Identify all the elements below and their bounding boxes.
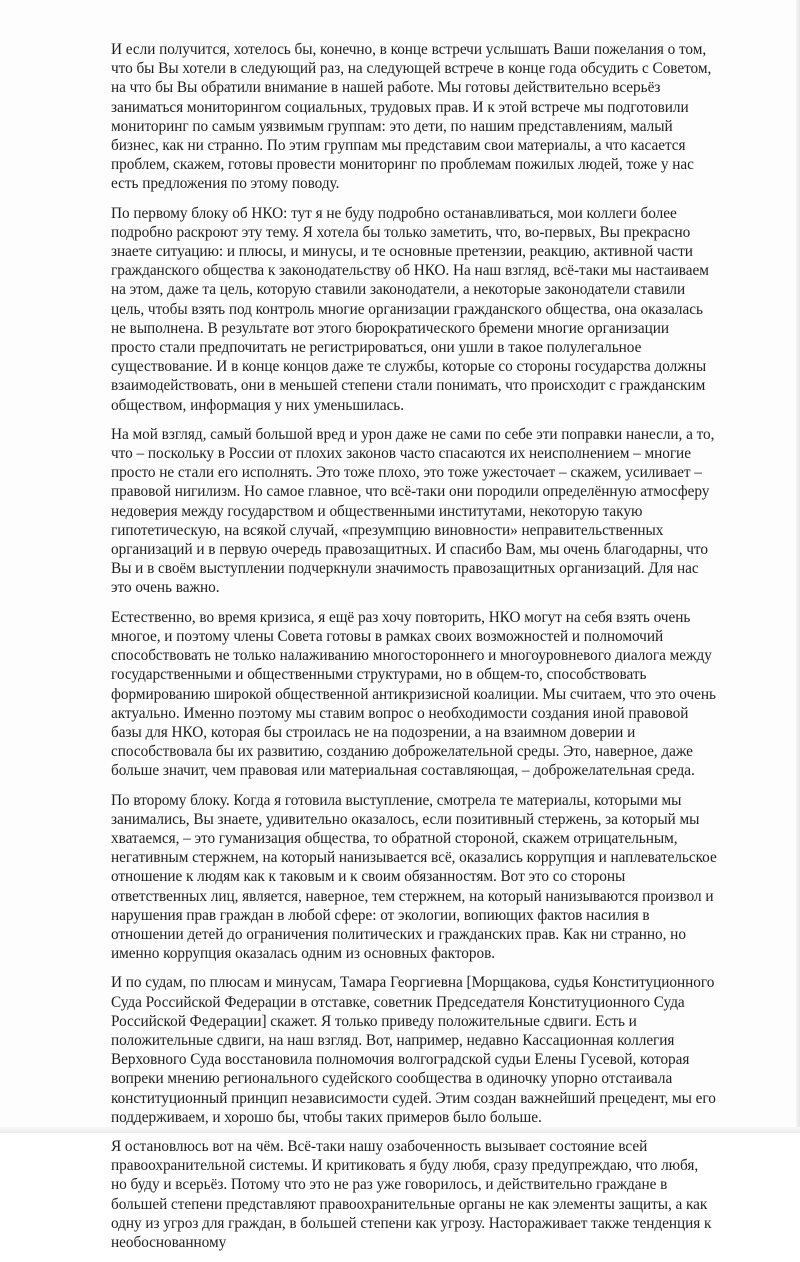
scan-bottom-edge <box>0 1127 800 1133</box>
paragraph-6: И по судам, по плюсам и минусам, Тамара Георгиевна [Морщакова, судья Конституционного Суда Российской Федерации в отставке, советник Председателя Конституционного Суда Российской Федерации] скажет. Я только приведу положительные сдвиги. Есть и положительные сдвиги, на наш взгляд. Вот, например, недавно Кассационная коллегия Верховного Суда восстановила полномочия волгоградской судьи Елены Гусевой, которая вопреки мнению регионального судейского сообщества в одиночку упорно отстаивала конституционный принцип независимости судей. Этим создан важнейший прецедент, мы его поддерживаем, и хорошо бы, чтобы таких примеров было больше. <box>111 974 716 1126</box>
paragraph-3: На мой взгляд, самый большой вред и урон даже не сами по себе эти поправки нанесли, а то, что – поскольку в России от плохих законов часто спасаются их неисполнением – многие просто не стали его исполнять. Это тоже плохо, это тоже ужесточает – скажем, усиливает – правовой нигилизм. Но самое главное, что всё-таки они породили определённую атмосферу недоверия между государством и общественными институтами, некоторую такую гипотетическую, на всякой случай, «презумпцию виновности» неправительственных организаций и в первую очередь правозащитных. И спасибо Вам, мы очень благодарны, что Вы и в своём выступлении подчеркнули значимость правозащитных организаций. Для нас это очень важно. <box>111 425 715 597</box>
paragraph-1: И если получится, хотелось бы, конечно, в конце встречи услышать Ваши пожелания о том, что бы Вы хотели в следующий раз, на следующей встрече в конце года обсудить с Советом, на что бы Вы обратили внимание в нашей работе. Мы готовы действительно всерьёз заниматься мониторингом социальных, трудовых прав. И к этой встрече мы подготовили мониторинг по самым уязвимым группам: это дети, по нашим представлениям, малый бизнес, как ни странно. По этим группам мы представим свои материалы, а что касается проблем, скажем, готовы провести мониторинг по проблемам пожилых людей, тоже у нас есть предложения по этому поводу. <box>111 41 712 193</box>
document-body <box>111 40 717 1262</box>
paragraph-4: Естественно, во время кризиса, я ещё раз хочу повторить, НКО могут на себя взять очень многое, и поэтому члены Совета готовы в рамках своих возможностей и полномочий способствовать не только налаживанию многостороннего и многоуровневого диалога между государственными и общественными структурами, но в общем-то, способствовать формированию широкой общественной антикризисной коалиции. Мы считаем, что это очень актуально. Именно поэтому мы ставим вопрос о необходимости создания иной правовой базы для НКО, которая бы строилась не на подозрении, а на взаимном доверии и способствовала бы их развитию, созданию доброжелательной среды. Это, наверное, даже больше значит, чем правовая или материальная составляющая, – доброжелательная среда. <box>111 608 716 780</box>
paragraph-2: По первому блоку об НКО: тут я не буду подробно останавливаться, мои коллеги более подробно раскроют эту тему. Я хотела бы только заметить, что, во-первых, Вы прекрасно знаете ситуацию: и плюсы, и минусы, и те основные претензии, реакцию, активной части гражданского общества к законодательству об НКО. На наш взгляд, всё-таки мы настаиваем на этом, даже та цель, которую ставили законодатели, а некоторые законодатели ставили цель, чтобы взять под контроль многие организации гражданского общества, она оказалась не выполнена. В результате вот этого бюрократического бремени многие организации просто стали предпочитать не регистрироваться, они ушли в такое полулегальное существование. И в конце концов даже те службы, которые со стороны государства должны взаимодействовать, они в меньшей степени стали понимать, что происходит с гражданским обществом, информация у них уменьшилась. <box>111 204 709 414</box>
scan-right-edge <box>796 0 800 1133</box>
paragraph-5: По второму блоку. Когда я готовила выступление, смотрела те материалы, которыми мы занимались, Вы знаете, удивительно оказалось, если позитивный стержень, за который мы хватаемся, – это гуманизация общества, то обратной стороной, скажем отрицательным, негативным стержнем, на который нанизывается всё, оказались коррупция и наплевательское отношение к людям как к таковым и к своим обязанностям. Вот это со стороны ответственных лиц, является, наверное, тем стержнем, на который нанизываются произвол и нарушения прав граждан в любой сфере: от экологии, вопиющих фактов насилия в отношении детей до ограничения политических и гражданских прав. Как ни странно, но именно коррупция оказалась одним из основных факторов. <box>111 791 717 963</box>
paragraph-7: Я остановлюсь вот на чём. Всё-таки нашу озабоченность вызывает состояние всей правоохранительной системы. И критиковать я буду любя, сразу предупреждаю, что любя, но буду и всерьёз. Потому что это не раз уже говорилось, и действительно граждане в большей степени представляют правоохранительные органы не как элементы защиты, а как одну из угроз для граждан, в большей степени как угрозу. Настораживает также тенденция к необоснованному <box>111 1137 712 1251</box>
